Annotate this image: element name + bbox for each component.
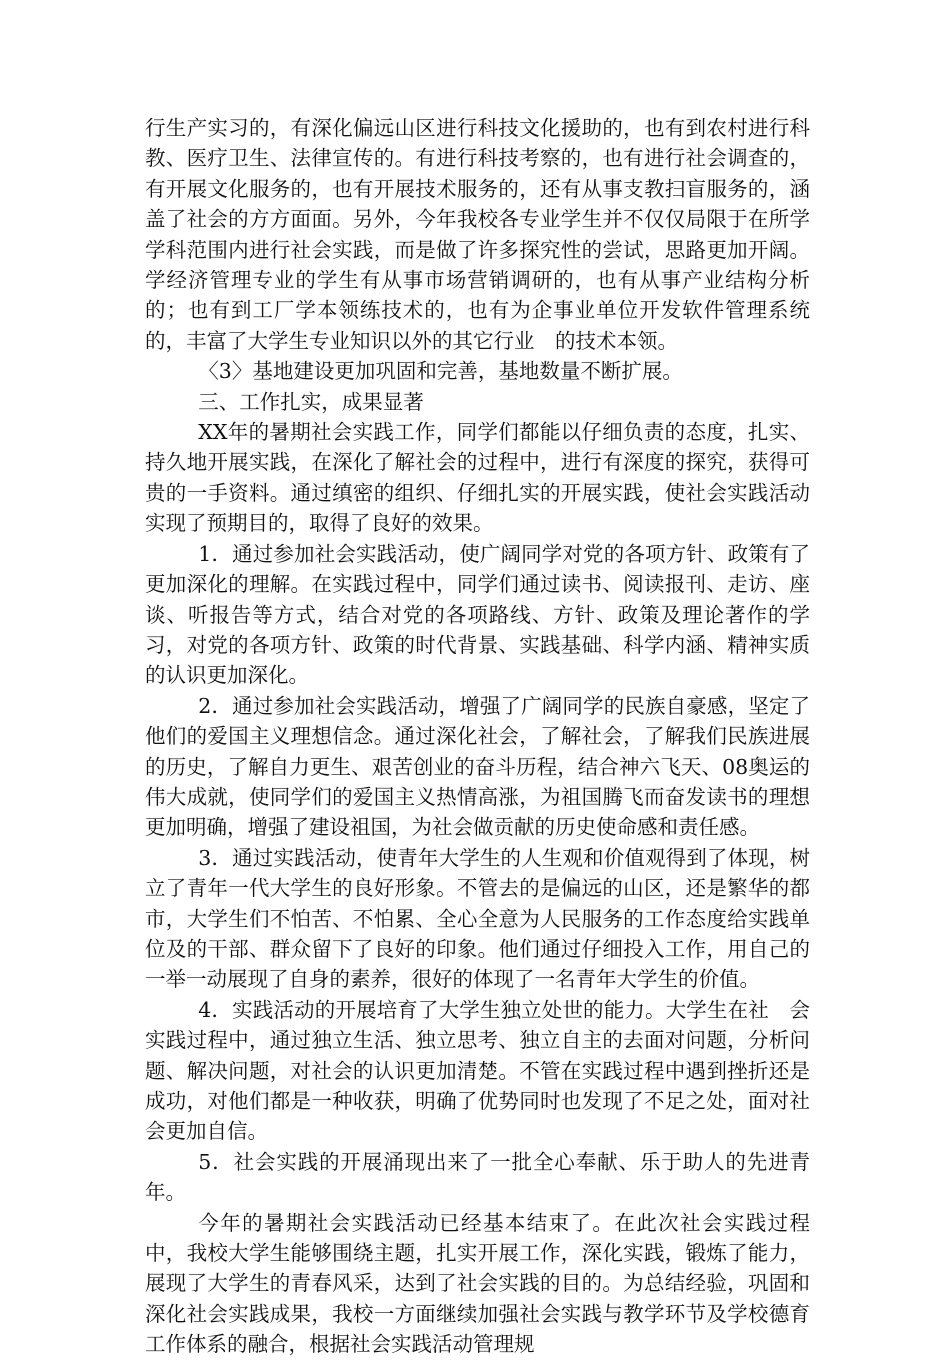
paragraph-continuation: 行生产实习的，有深化偏远山区进行科技文化援助的，也有到农村进行科教、医疗卫生、法律宣传的。有进行科技考察的，也有进行社会调查的，有开展文化服务的，也有开展技术服务的，还有从事支教扫盲服务的，涵盖了社会的方方面面。另外，今年我校各专业学生并不仅仅局限于在所学学科范围内进行社会实践，而是做了许多探究性的尝试，思路更加开阔。学经济管理专业的学生有从事市场营销调研的，也有从事产业结构分析的；也有到工厂学本领练技术的，也有为企事业单位开发软件管理系统的，丰富了大学生专业知识以外的其它行业 的技术本领。: [145, 116, 810, 353]
list-item-5: 5．社会实践的开展涌现出来了一批全心奉献、乐于助人的先进青年。: [145, 1149, 810, 1205]
list-item-2: 2．通过参加社会实践活动，增强了广阔同学的民族自豪感，坚定了他们的爱国主义理想信念。通过深化社会，了解社会，了解我们民族进展的历史，了解自力更生、艰苦创业的奋斗历程，结合神六飞天、08奥运的伟大成就，使同学们的爱国主义热情高涨，为祖国腾飞而奋发读书的理想更加明确，增强了建设祖国，为社会做贡献的历史使命感和责任感。: [145, 693, 810, 840]
list-item-3: 3．通过实践活动，使青年大学生的人生观和价值观得到了体现，树立了青年一代大学生的良好形象。不管去的是偏远的山区，还是繁华的都市，大学生们不怕苦、不怕累、全心全意为人民服务的工作态度给实践单位及的干部、群众留下了良好的印象。他们通过仔细投入工作，用自己的一举一动展现了自身的素养，很好的体现了一名青年大学生的价值。: [145, 845, 810, 992]
list-item-4: 4．实践活动的开展培育了大学生独立处世的能力。大学生在社 会实践过程中，通过独立生活、独立思考、独立自主的去面对问题，分析问题、解决问题，对社会的认识更加清楚。不管在实践过程中遇到挫折还是成功，对他们都是一种收获，明确了优势同时也发现了不足之处，面对社会更加自信。: [145, 997, 810, 1144]
list-item-1: 1．通过参加社会实践活动，使广阔同学对党的各项方针、政策有了更加深化的理解。在实践过程中，同学们通过读书、阅读报刊、走访、座谈、听报告等方式，结合对党的各项路线、方针、政策及理论著作的学习，对党的各项方针、政策的时代背景、实践基础、科学内涵、精神实质的认识更加深化。: [145, 541, 810, 688]
paragraph-overview: XX年的暑期社会实践工作，同学们都能以仔细负责的态度，扎实、持久地开展实践，在深化了解社会的过程中，进行有深度的探究，获得可贵的一手资料。通过缜密的组织、仔细扎实的开展实践，使社会实践活动实现了预期目的，取得了良好的效果。: [145, 420, 810, 536]
section-heading-results: 三、工作扎实，成果显著: [198, 389, 424, 414]
paragraph-base-construction: 〈3〉基地建设更加巩固和完善，基地数量不断扩展。: [198, 359, 683, 384]
document-body: [145, 113, 810, 1360]
paragraph-conclusion: 今年的暑期社会实践活动已经基本结束了。在此次社会实践过程中，我校大学生能够围绕主题，扎实开展工作，深化实践，锻炼了能力，展现了大学生的青春风采，达到了社会实践的目的。为总结经验，巩固和深化社会实践成果，我校一方面继续加强社会实践与教学环节及学校德育工作体系的融合，根据社会实践活动管理规: [145, 1210, 810, 1357]
